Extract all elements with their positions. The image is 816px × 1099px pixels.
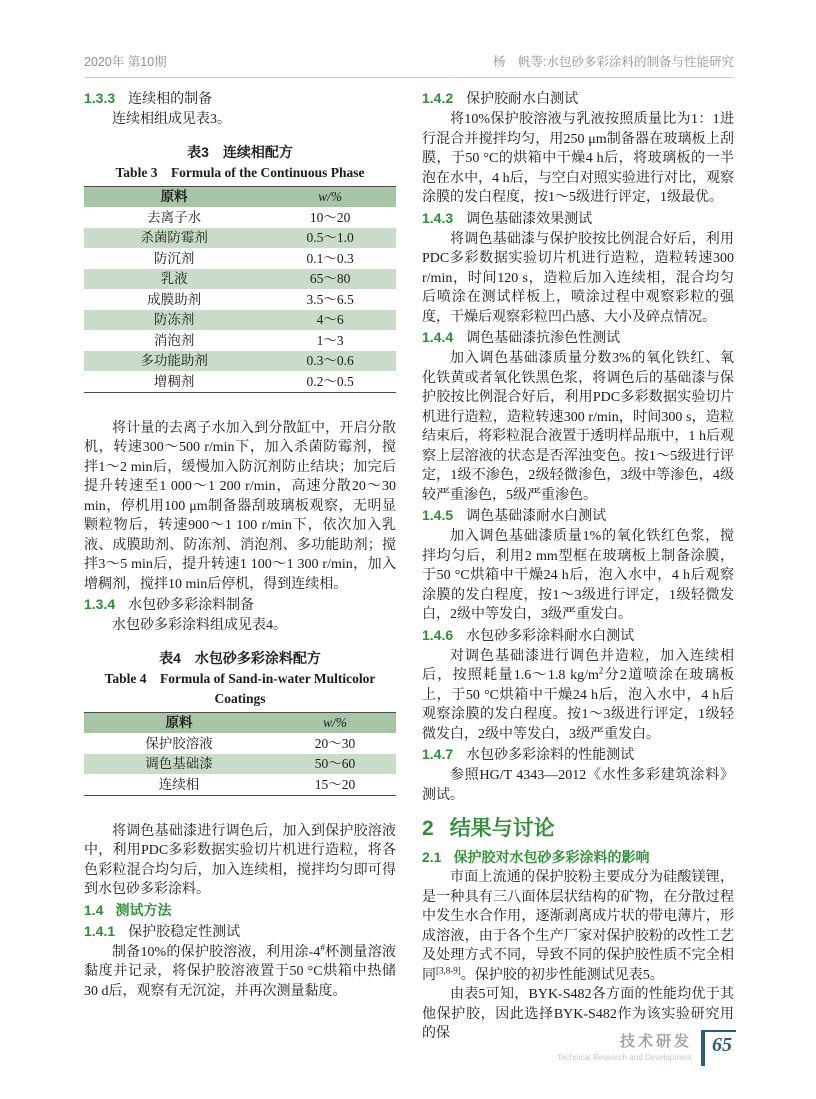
table-row: [84, 371, 396, 392]
section-heading-1-4-5: 1.4.5 调色基础漆耐水白测试: [422, 507, 607, 524]
table-cell: 保护胶溶液: [145, 735, 213, 751]
section-heading-1-3-3: 1.3.3 连续相的制备: [84, 90, 213, 107]
table-3: [84, 142, 396, 393]
table-cell: 去离子水: [147, 209, 202, 225]
table-cell: 15～20: [314, 776, 356, 792]
table-row: [84, 351, 396, 372]
paragraph: 加入调色基础漆质量分数3%的氧化铁红、氧化铁黄或者氧化铁黑色浆，将调色后的基础漆与保护胶按比例混合好后，利用PDC多彩数据实验切片机进行造粒，造粒转速300 r/min，时间300 s，造粒结束后，将彩粒混合液置于透明样品瓶中，1 h后观察上层溶液的状态是否浑浊变色。按1～5级进行评定，1级不渗色，2级轻微渗色，3级中等渗色，4级较严重渗色，5级严重渗色。: [422, 351, 734, 503]
table-cell: 20～30: [314, 735, 356, 751]
page-body: [84, 88, 734, 1044]
paragraph: 将计量的去离子水加入到分散缸中，开启分散机，转速300～500 r/min下，加入杀菌防霉剂，搅拌1～2 min后，缓慢加入防沉剂防止结块；加完后提升转速至1 000～1 200 r/min，高速分散20～30 min，停机用100 μm制备器刮玻璃板观察，无明显颗粒物后，转速900～1 100 r/min下，依次加入乳液、成膜助剂、防冻剂、消泡剂、多功能助剂；搅拌3～5 min后，提升转速1 100～1 300 r/min，加入增稠剂，搅拌10 min后停机，得到连续相。: [84, 420, 396, 592]
paragraph: 对调色基础漆进行调色并造粒，加入连续相后，按照耗量1.6～1.8 $kg/m^2$分2道喷涂在玻璃板上，于50 °C烘箱中干燥24 h后，泡入水中，4 h后观察涂膜的发白程度。按1～3级进行评定，1级轻微发白，2级中等发白，3级严重发白。: [422, 648, 734, 742]
footer-section-label-en: Technical Research and Development: [557, 1053, 692, 1062]
section-heading-1-4-4: 1.4.4 调色基础漆抗渗色性测试: [422, 329, 621, 346]
table-row: [84, 754, 396, 775]
table-row: [84, 248, 396, 269]
table-row: [84, 310, 396, 331]
paragraph: 制备10%的保护胶溶液，利用涂-4#杯测量溶液黏度并记录，将保护胶溶液置于50 °C烘箱中热储30 d后，观察有无沉淀，并再次测量黏度。: [84, 941, 397, 999]
table-cell: 调色基础漆: [145, 756, 213, 771]
paragraph: 将10%保护胶溶液与乳液按照质量比为1：1进行混合并搅拌均匀，用250 μm制备器在玻璃板上刮膜，于50 °C的烘箱中干燥4 h后，将玻璃板的一半泡在水中，4 h后，与空白对照实验进行对比，观察涂膜的发白程度，按1～5级进行评定，1级最优。: [422, 112, 734, 205]
column-header-weight-percent: w/%: [318, 189, 343, 204]
citation-superscript: [3,8-9]: [436, 964, 461, 975]
table-row: [84, 289, 396, 310]
section-heading-1-4-7: 1.4.7 水包砂多彩涂料的性能测试: [422, 746, 635, 763]
table-4-grid: [84, 712, 396, 796]
right-column: [422, 88, 734, 1044]
paragraph: 连续相组成见表3。: [112, 112, 231, 127]
table-row: [84, 733, 396, 754]
paragraph: 将调色基础漆进行调色后，加入到保护胶溶液中，利用PDC多彩数据实验切片机进行造粒，将各色彩粒混合均匀后，加入连续相，搅拌均匀即可得到水包砂多彩涂料。: [84, 823, 396, 897]
table-cell: 多功能助剂: [140, 353, 208, 368]
table-cell: 3.5～6.5: [306, 291, 354, 307]
page-header: [84, 52, 734, 78]
paragraph: 由表5可知，BYK-S482各方面的性能均优于其他保护胶，因此选择BYK-S482作为该实验研究用的保: [422, 987, 734, 1041]
table-cell: 0.5～1.0: [306, 230, 354, 245]
paragraph: 水包砂多彩涂料组成见表4。: [112, 618, 287, 633]
table-cell: 65～80: [309, 271, 351, 286]
table-cell: 4～6: [316, 312, 344, 327]
paragraph: 市面上流通的保护胶粉主要成分为硅酸镁锂，是一种具有三八面体层状结构的矿物，在分散过程中发生水合作用，逐渐剥离成片状的带电薄片，形成溶液，由于各个生产厂家对保护胶粉的改性工艺及处理方式不同，导致不同的保护胶性质不完全相同[3,8-9]。保护胶的初步性能测试见表5。: [422, 870, 734, 983]
table-cell: 0.3～0.6: [306, 353, 354, 368]
table-cell: 0.2～0.5: [306, 373, 354, 389]
table-cell: 防冻剂: [153, 312, 195, 327]
paragraph: 参照HG/T 4343—2012《水性多彩建筑涂料》测试。: [422, 768, 734, 803]
paragraph: 将调色基础漆与保护胶按比例混合好后，利用PDC多彩数据实验切片机进行造粒，造粒转速300 r/min，时间120 s，造粒后加入连续相，混合均匀后喷涂在测试样板上，喷涂过程中观察彩粒的强度，干燥后观察彩粒凹凸感、大小及碎点情况。: [422, 231, 734, 325]
table-4-caption-en: Table 4 Formula of Sand-in-water Multicolor Coatings: [104, 670, 376, 706]
table-3-caption-cn: 表3 连续相配方: [187, 143, 293, 160]
table-cell: 乳液: [160, 271, 188, 286]
table-cell: 成膜助剂: [147, 291, 202, 307]
table-row: [84, 228, 396, 249]
column-header-weight-percent: w/%: [322, 715, 347, 730]
table-cell: 连续相: [158, 776, 200, 792]
section-heading-1-4: 1.4 测试方法: [84, 901, 172, 918]
table-cell: 0.1～0.3: [306, 250, 354, 266]
table-row: [84, 774, 396, 795]
table-cell: 增稠剂: [153, 373, 195, 389]
column-header-material: 原料: [160, 189, 188, 204]
section-heading-1-4-2: 1.4.2 保护胶耐水白测试: [422, 90, 579, 107]
table-cell: 杀菌防霉剂: [140, 230, 208, 245]
section-heading-1-4-1: 1.4.1 保护胶稳定性测试: [84, 922, 241, 940]
table-cell: 10～20: [309, 209, 351, 225]
table-3-caption-en: Table 3 Formula of the Continuous Phase: [115, 164, 365, 180]
left-column: [84, 88, 396, 1044]
table-header-row: [84, 712, 396, 733]
table-cell: 消泡剂: [153, 332, 195, 348]
column-header-material: 原料: [165, 715, 193, 730]
paragraph: 加入调色基础漆质量1%的氧化铁红色浆，搅拌均匀后，利用2 mm型框在玻璃板上制备涂膜，于50 °C烘箱中干燥24 h后，泡入水中，4 h后观察涂膜的发白程度，按1～3级进行评定，1级轻微发白，2级中等发白，3级严重发白。: [422, 529, 734, 622]
table-3-grid: [84, 186, 396, 393]
page-footer: [557, 1030, 736, 1066]
table-row: [84, 269, 396, 290]
page-number: 65: [701, 1030, 736, 1066]
section-heading-1-4-3: 1.4.3 调色基础漆效果测试: [422, 209, 593, 227]
table-cell: 1～3: [316, 332, 344, 348]
section-heading-1-3-4: 1.3.4 水包砂多彩涂料制备: [84, 596, 255, 613]
table-row: [84, 207, 396, 228]
section-heading-2-1: 2.1 保护胶对水包砂多彩涂料的影响: [422, 849, 650, 865]
table-header-row: [84, 186, 396, 207]
journal-issue: 2020年 第10期: [84, 55, 167, 69]
table-4: [84, 648, 396, 796]
superscript: 2: [598, 665, 604, 676]
table-4-caption-cn: 表4 水包砂多彩涂料配方: [159, 649, 321, 666]
superscript: #: [320, 941, 325, 952]
footer-section-label-cn: 技术研发: [619, 1033, 692, 1050]
table-cell: 50～60: [314, 756, 356, 771]
table-cell: 防沉剂: [153, 250, 195, 266]
table-row: [84, 330, 396, 351]
running-title: 杨 帆等:水包砂多彩涂料的制备与性能研究: [493, 55, 734, 69]
section-heading-1-4-6: 1.4.6 水包砂多彩涂料耐水白测试: [422, 626, 635, 644]
section-heading-2: 2 结果与讨论: [422, 817, 555, 840]
